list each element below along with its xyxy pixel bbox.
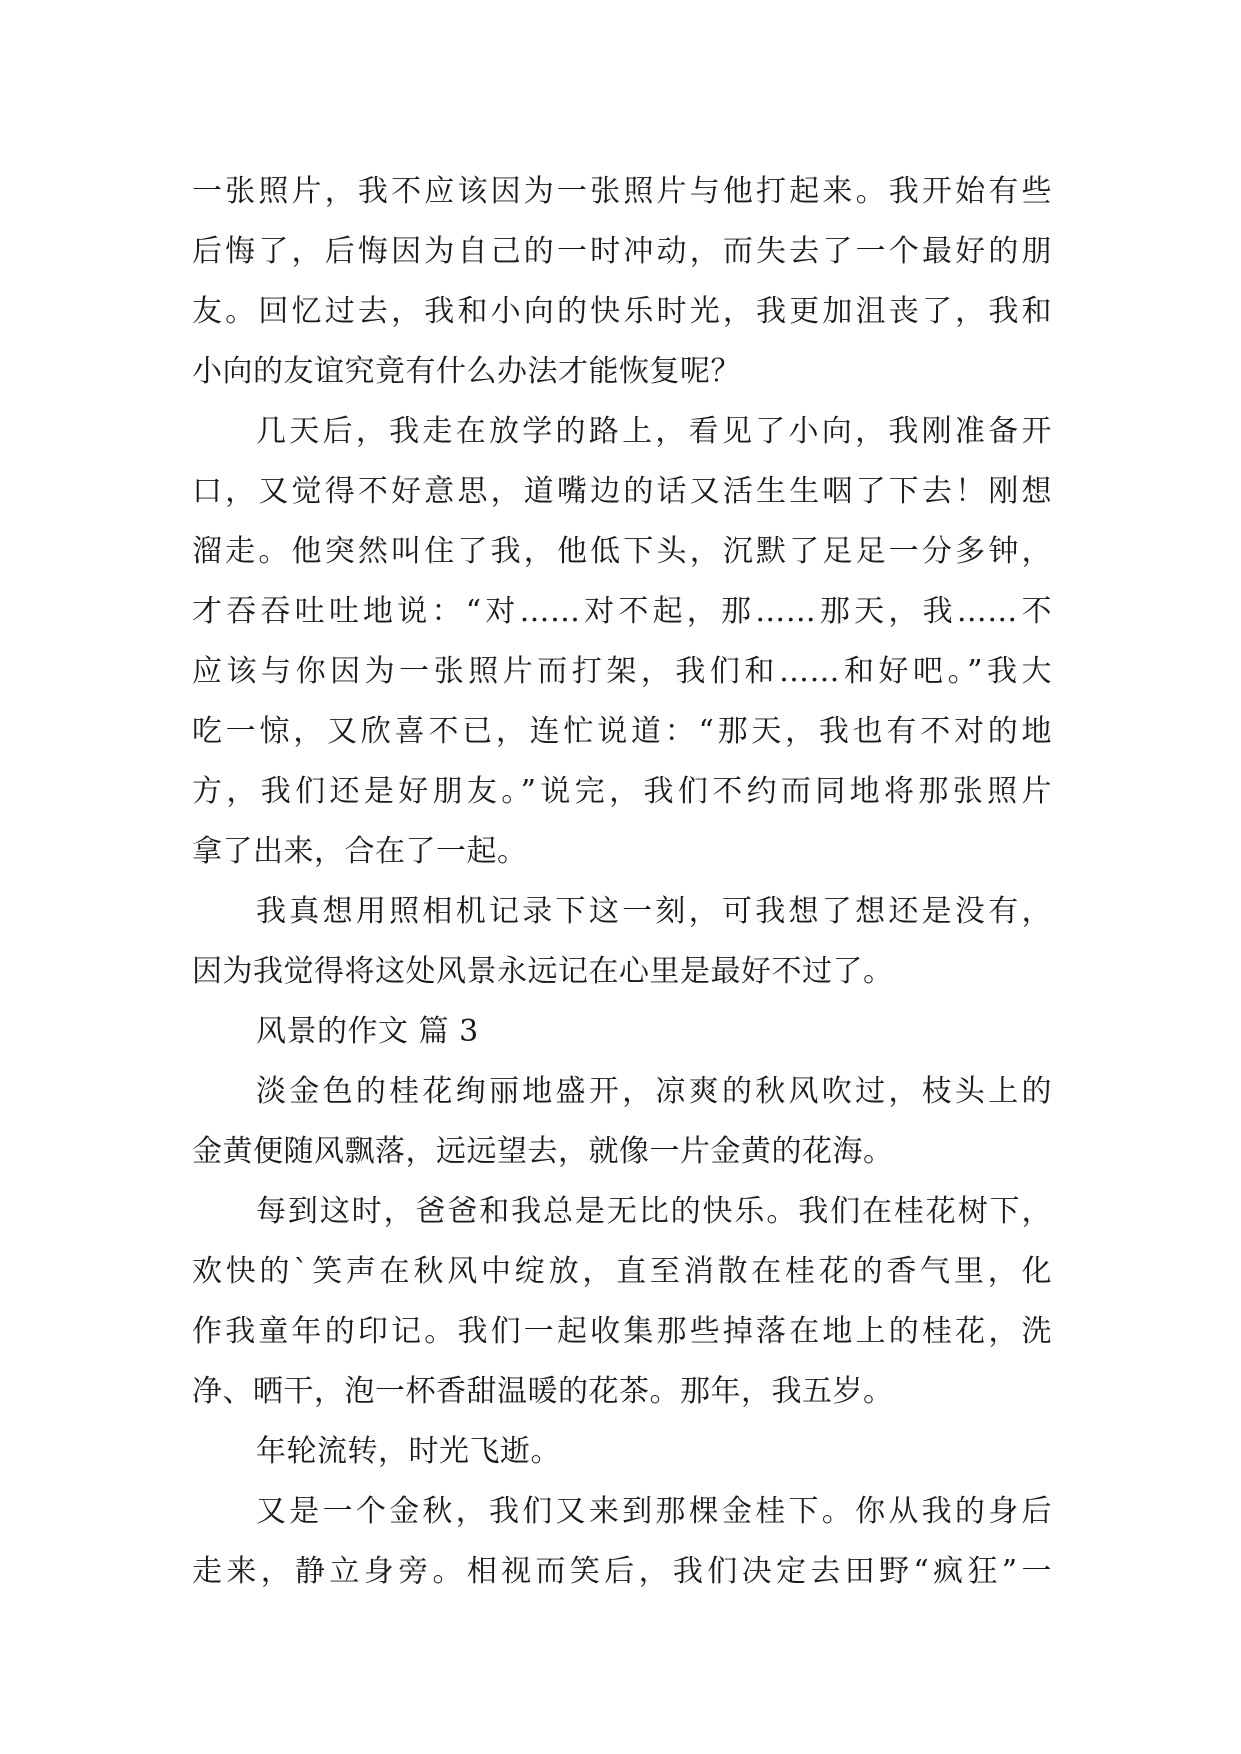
text-line: 应该与你因为一张照片而打架，我们和……和好吧。”我大 [192,654,1052,689]
text-line: 后悔了，后悔因为自己的一时冲动，而失去了一个最好的朋 [192,234,1052,269]
text-line: 才吞吞吐吐地说：“对……对不起，那……那天，我……不 [192,594,1052,629]
text-line: 口，又觉得不好意思，道嘴边的话又活生生咽了下去！刚想 [192,474,1052,509]
section-heading: 风景的作文 篇 3 [256,1014,479,1049]
text-line: 年轮流转，时光飞逝。 [256,1434,561,1469]
text-line: 方，我们还是好朋友。”说完，我们不约而同地将那张照片 [192,774,1052,809]
text-line: 净、晒干，泡一杯香甜温暖的花茶。那年，我五岁。 [192,1374,894,1409]
text-line: 淡金色的桂花绚丽地盛开，凉爽的秋风吹过，枝头上的 [256,1074,1052,1109]
text-line: 金黄便随风飘落，远远望去，就像一片金黄的花海。 [192,1134,894,1169]
text-line: 走来，静立身旁。相视而笑后，我们决定去田野“疯狂”一 [192,1554,1052,1589]
text-line: 作我童年的印记。我们一起收集那些掉落在地上的桂花，洗 [192,1314,1052,1349]
text-line: 吃一惊，又欣喜不已，连忙说道：“那天，我也有不对的地 [192,714,1052,749]
text-line: 我真想用照相机记录下这一刻，可我想了想还是没有， [256,894,1052,929]
body-text [192,162,1052,1602]
text-line: 拿了出来，合在了一起。 [192,834,528,869]
text-line: 几天后，我走在放学的路上，看见了小向，我刚准备开 [256,414,1052,449]
text-line: 溜走。他突然叫住了我，他低下头，沉默了足足一分多钟， [192,534,1052,569]
text-line: 一张照片，我不应该因为一张照片与他打起来。我开始有些 [192,174,1052,209]
text-line: 又是一个金秋，我们又来到那棵金桂下。你从我的身后 [256,1494,1052,1529]
text-line: 友。回忆过去，我和小向的快乐时光，我更加沮丧了，我和 [192,294,1052,329]
text-line: 因为我觉得将这处风景永远记在心里是最好不过了。 [192,954,894,989]
text-line: 欢快的`笑声在秋风中绽放，直至消散在桂花的香气里，化 [192,1254,1052,1289]
text-line: 每到这时，爸爸和我总是无比的快乐。我们在桂花树下， [256,1194,1052,1229]
text-line: 小向的友谊究竟有什么办法才能恢复呢？ [192,354,741,389]
